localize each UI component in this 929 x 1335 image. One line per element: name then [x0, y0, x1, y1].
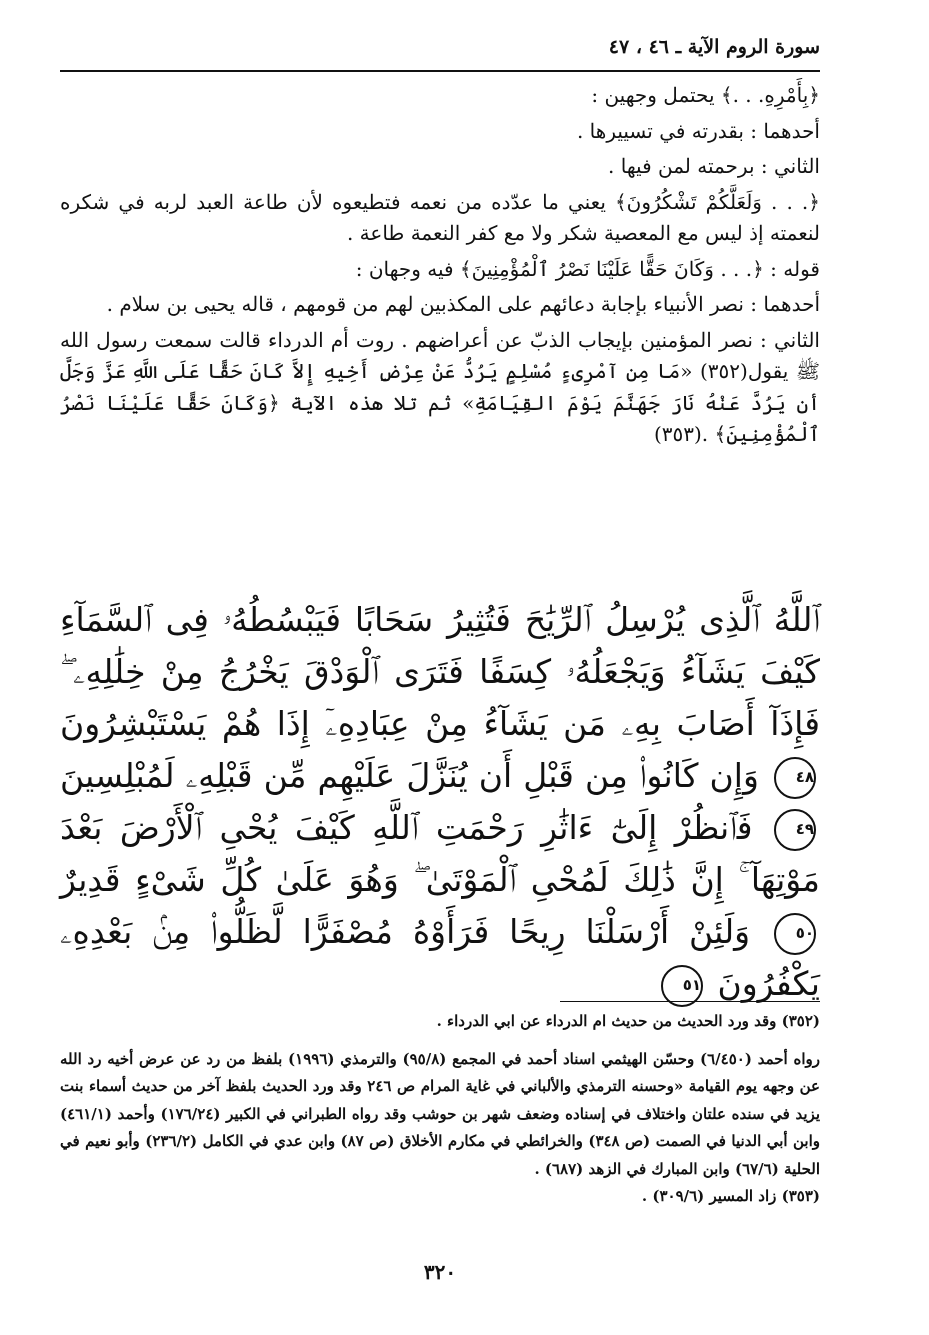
header-rule	[60, 70, 820, 72]
footnote-352: (٣٥٢) وقد ورد الحديث من حديث ام الدرداء عن ابي الدرداء .	[436, 1012, 820, 1030]
paragraph: أحدهما : بقدرته في تسييرها .	[576, 118, 820, 143]
ayah-number-marker: ٤٨	[774, 757, 816, 799]
paragraph: ﴿. . . وَلَعَلَّكُمْ تَشْكُرُونَ﴾ يعني ما عدّده من نعمه فتطيعوه لأن طاعة العبد لربه في شكره لنعمته إذ ليس مع المعصية شكر ولا مع كفر النعمة طاعة .	[60, 189, 820, 245]
verse-text: ٱللَّهُ ٱلَّذِى يُرْسِلُ ٱلرِّيَٰحَ فَتُثِيرُ سَحَابًا فَيَبْسُطُهُۥ فِى ٱلسَّمَآءِ كَيْفَ يَشَآءُ وَيَجْعَلُهُۥ كِسَفًا فَتَرَى ٱلْوَدْقَ يَخْرُجُ مِنْ خِلَٰلِهِۦ ۖ فَإِذَآ أَصَابَ بِهِۦ مَن يَشَآءُ مِنْ عِبَادِهِۦٓ إِذَا هُمْ يَسْتَبْشِرُونَ	[60, 600, 820, 743]
ayah-number-marker: ٤٩	[774, 809, 816, 851]
footnote-rule	[560, 1001, 820, 1002]
running-header: سورة الروم الآية ـ ٤٦ ، ٤٧	[608, 36, 820, 58]
footnote-353: (٣٥٣) زاد المسير (٣٠٩/٦) .	[641, 1187, 820, 1205]
paragraph: الثاني : نصر المؤمنين بإيجاب الذبّ عن أعراضهم . روت أم الدرداء قالت سمعت رسول الله ﷺ يقول(٣٥٢) «مَا مِن آمْرِىءٍ مُسْلِمٍ يَرُدُّ عَنْ عِرْضِ أَخِيهِ إِلاَّ كَانَ حَقًّا عَلَى اللَّهِ عَزَّ وَجَلَّ أن يَرُدَّ عَنْهُ نَارَ جَهَنَّمَ يَوْمَ القِيَامَةِ» ثم تلا هذه الآية ﴿وَكَانَ حَقًّا عَلَيْنَا نَصْرُ ٱلْمُؤْمِنِينَ﴾ .(٣٥٣)	[60, 327, 820, 446]
paragraph: الثاني : برحمته لمن فيها .	[608, 154, 820, 178]
commentary-text	[60, 80, 820, 455]
footnote-spacer	[60, 1036, 820, 1046]
paragraph: قوله : ﴿. . . وَكَانَ حَقًّا عَلَيْنَا نَصْرُ ٱلْمُؤْمِنِينَ﴾ فيه وجهان :	[355, 256, 820, 281]
verse-text: وَإِن كَانُوا۟ مِن قَبْلِ أَن يُنَزَّلَ عَلَيْهِم مِّن قَبْلِهِۦ لَمُبْلِسِينَ	[60, 756, 759, 795]
verse-text: وَلَئِنْ أَرْسَلْنَا رِيحًا فَرَأَوْهُ مُصْفَرًّا لَّظَلُّوا۟ مِنۢ بَعْدِهِۦ يَكْفُرُونَ	[60, 912, 820, 1003]
paragraph: ﴿بِأَمْرِهِ. . .﴾ يحتمل وجهين :	[591, 83, 820, 107]
page-number: ٣٢٠	[423, 1260, 457, 1284]
book-page	[60, 28, 820, 1308]
footnote-352-detail: رواه أحمد (٦/٤٥٠) وحسّن الهيثمي اسناد أحمد في المجمع (٩٥/٨) والترمذي (١٩٩٦) بلفظ من رد عن عرض أخيه رد الله عن وجهه يوم القيامة «وحسنه الترمذي والألباني في غاية المرام ص ٢٤٦ وقد ورد الحديث بلفظ آخر من حديث أسماء بنت يزيد في سنده علتان واختلاف في إسناده وضعف شهر بن حوشب وقد رواه الطبراني في الكبير (١٧٦/٢٤) وأحمد (٤٦١/١) وابن أبي الدنيا في الصمت (ص ٣٤٨) والخرائطي في مكارم الأخلاق (ص ٨٧) وابن عدي في الكامل (٢٣٦/٢) وأبو نعيم في الحلية (٦٧/٦) وابن المبارك في الزهد (٦٨٧) .	[60, 1049, 821, 1178]
paragraph: أحدهما : نصر الأنبياء بإجابة دعائهم على المكذبين لهم من قومهم ، قاله يحيى بن سلام .	[106, 292, 820, 316]
quran-verses	[60, 594, 820, 1003]
ayah-number-marker: ٥٠	[774, 913, 816, 955]
verse-text: فَٱنظُرْ إِلَىٰٓ ءَاثَٰرِ رَحْمَتِ ٱللَّهِ كَيْفَ يُحْىِ ٱلْأَرْضَ بَعْدَ مَوْتِهَآ ۚ إِنَّ ذَٰلِكَ لَمُحْىِ ٱلْمَوْتَىٰ ۖ وَهُوَ عَلَىٰ كُلِّ شَىْءٍ قَدِيرٌ	[60, 808, 820, 899]
footnotes	[60, 1008, 820, 1211]
ayah-number-marker: ٥١	[661, 965, 703, 1007]
